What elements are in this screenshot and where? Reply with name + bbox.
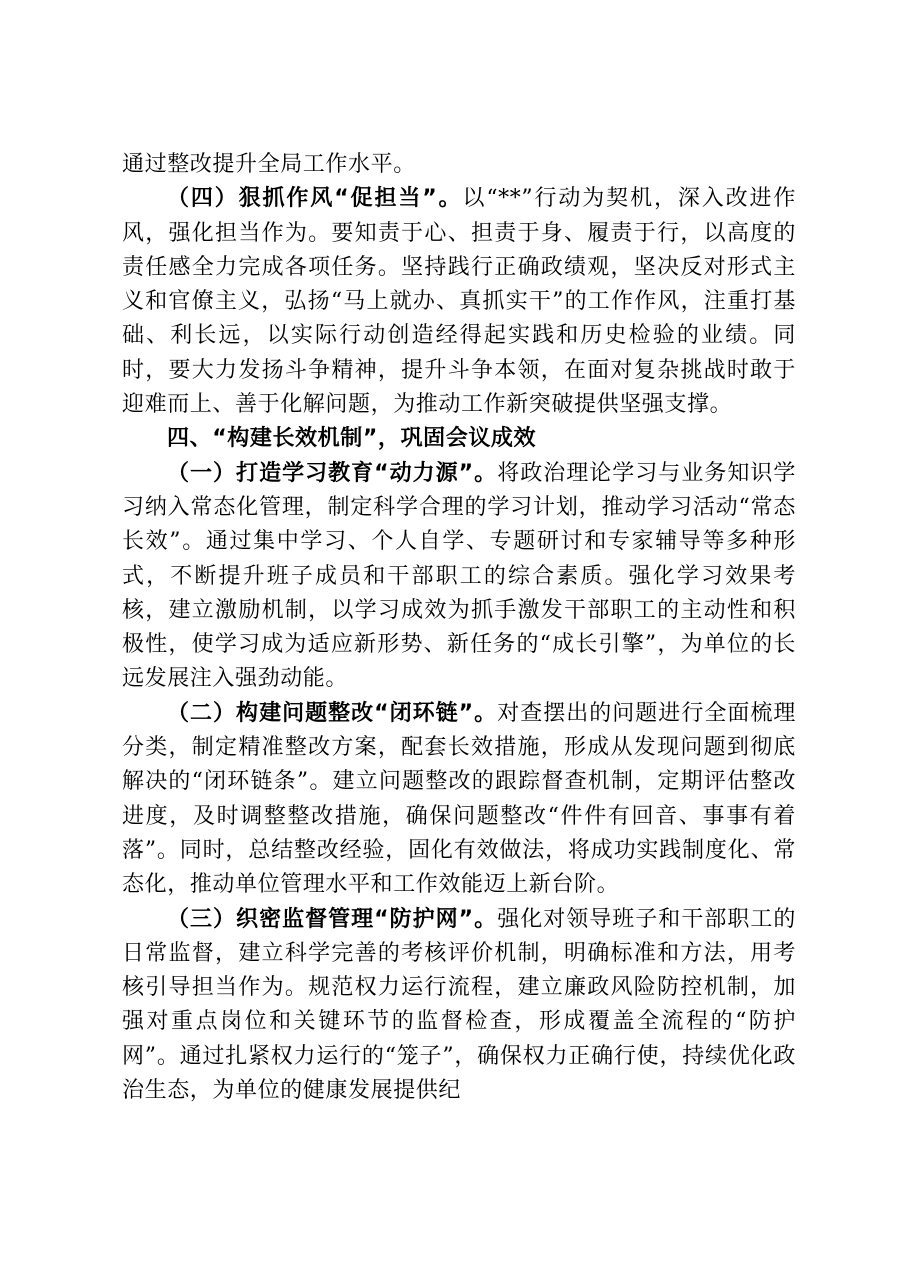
paragraph-supervision-net xyxy=(122,903,796,1109)
section-heading: 四、“构建长效机制”，巩固会议成效 xyxy=(167,426,537,452)
paragraph-continuation: 通过整改提升全局工作水平。 xyxy=(122,152,416,177)
paragraph-style-responsibility xyxy=(122,182,796,422)
document-page xyxy=(122,148,796,1108)
paragraph-lead: （二）构建问题整改“闭环链”。 xyxy=(167,700,498,726)
paragraph-body: 强化对领导班子和干部职工的日常监督，建立科学完善的考核评价机制，明确标准和方法，用考核引导担当作为。规范权力运行流程，建立廉政风险防控机制，加强对重点岗位和关键环节的监督检查，形成覆盖全流程的“防护网”。通过扎紧权力运行的“笼子”，确保权力正确行使，持续优化政治生态，为单位的健康发展提供纪 xyxy=(122,906,796,1104)
paragraph-rectification-loop xyxy=(122,697,796,903)
paragraph-body: 对查摆出的问题进行全面梳理分类，制定精准整改方案，配套长效措施，形成从发现问题到彻底解决的“闭环链条”。建立问题整改的跟踪督查机制，定期评估整改进度，及时调整整改措施，确保问题整改“件件有回音、事事有着落”。同时，总结整改经验，固化有效做法，将成功实践制度化、常态化，推动单位管理水平和工作效能迈上新台阶。 xyxy=(122,700,796,898)
paragraph-body: 将政治理论学习与业务知识学习纳入常态化管理，制定科学合理的学习计划，推动学习活动“常态长效”。通过集中学习、个人自学、专题研讨和专家辅导等多种形式，不断提升班子成员和干部职工的综合素质。强化学习效果考核，建立激励机制，以学习成效为抓手激发干部职工的主动性和积极性，使学习成为适应新形势、新任务的“成长引擎”，为单位的长远发展注入强劲动能。 xyxy=(122,460,796,692)
paragraph-lead: （一）打造学习教育“动力源”。 xyxy=(167,460,498,486)
paragraph-learning-education xyxy=(122,457,796,697)
paragraph-body: 以“**”行动为契机，深入改进作风，强化担当作为。要知责于心、担责于身、履责于行，以高度的责任感全力完成各项任务。坚持践行正确政绩观，坚决反对形式主义和官僚主义，弘扬“马上就办、真抓实干”的工作作风，注重打基础、利长远，以实际行动创造经得起实践和历史检验的业绩。同时，要大力发扬斗争精神，提升斗争本领，在面对复杂挑战时敢于迎难而上、善于化解问题，为推动工作新突破提供坚强支撑。 xyxy=(122,186,796,418)
paragraph-lead: （四）狠抓作风“促担当”。 xyxy=(167,186,463,212)
paragraph-lead: （三）织密监督管理“防护网”。 xyxy=(167,906,498,932)
